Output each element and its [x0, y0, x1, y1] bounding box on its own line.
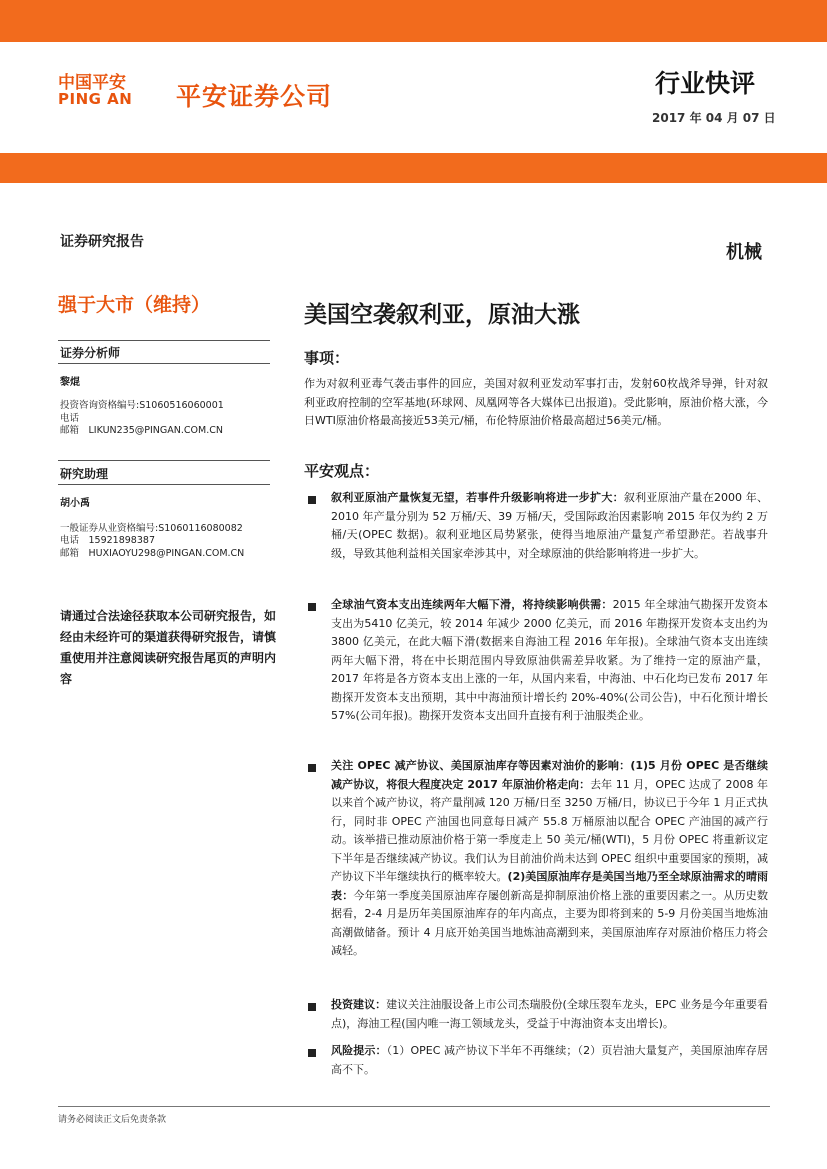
bullet-text: 2015 年全球油气勘探开发资本支出为5410 亿美元，较 2014 年减少 2000 亿美元，而 2016 年勘探开发资本支出约为 3800 亿美元，在此大幅下滑(数据来自海油工程 2016 年年报)。全球油气资本支出连续两年大幅下滑，将在中长期范围内导致原油供需差异收紧。为了维持一定的原油产量，2017 年将是各方资本支出上涨的一年，从国内来看，中海油、中石化均已发布 2017 年勘探开发资本支出预期，其中中海油预计增长约 20%-40%(公司公告)，中石化预计增长 57%(公司年报)。勘探开发资本支出回升直接有利于油服类企业。 [331, 598, 769, 722]
bullet-heading: 投资建议： [331, 998, 387, 1011]
events-text: 作为对叙利亚毒气袭击事件的回应，美国对叙利亚发动军事打击，发射60枚战斧导弹，针对叙利亚政府控制的空军基地(环球网、凤凰网等各大媒体已出报道)。受此影响，原油价格大涨，今日WTI原油价格最高接近53美元/桶，布伦特原油价格最高超过56美元/桶。 [304, 377, 768, 427]
bullet-heading: 全球油气资本支出连续两年大幅下滑，将持续影响供需： [331, 598, 613, 611]
bullet-text: （1）OPEC 减产协议下半年不再继续；（2）页岩油大量复产，美国原油库存居高不下。 [331, 1044, 768, 1076]
analyst-heading: 证券分析师 [60, 346, 121, 360]
divider [58, 484, 270, 485]
bullet-item [331, 489, 768, 563]
bullet-item [331, 996, 768, 1033]
divider [58, 460, 270, 461]
top-orange-bar [0, 0, 827, 42]
analyst-license: 投资咨询资格编号:S1060516060001 [60, 400, 224, 411]
divider [58, 340, 270, 341]
assistant-phone: 电话 15921898387 [60, 535, 155, 546]
logo-english: PING AN [58, 90, 133, 108]
bullet-icon [308, 764, 316, 772]
assistant-name: 胡小禹 [60, 498, 90, 509]
report-date: 2017 年 04 月 07 日 [652, 111, 776, 125]
logo-chinese: 中国平安 [58, 73, 126, 93]
bullet-item [331, 1042, 768, 1079]
bullet-item [331, 596, 768, 726]
bullet-text: 今年第一季度美国原油库存屡创新高是抑制原油价格上涨的重要因素之一。从历史数据看，2-4 月是历年美国原油库存的年内高点，主要为即将到来的 5-9 月份美国当地炼油高潮做储备。预计 4 月底开始美国当地炼油高潮到来，美国原油库存对原油价格压力将会减轻。 [331, 888, 768, 957]
assistant-heading: 研究助理 [60, 467, 109, 481]
bullet-heading: 风险提示： [331, 1044, 387, 1057]
page-title: 美国空袭叙利亚，原油大涨 [304, 302, 580, 328]
bullet-heading: 关注 OPEC 减产协议、美国原油库存等因素对油价的影响：(1)5 月份 OPEC 是否继续减产协议，将很大程度决定 2017 年原油价格走向： [331, 759, 768, 791]
bullet-icon [308, 1049, 316, 1057]
analyst-email[interactable]: 邮箱 LIKUN235@PINGAN.COM.CN [60, 425, 223, 436]
bullet-subheading: (2)美国原油库存是美国当地乃至全球原油需求的晴雨表： [331, 870, 768, 902]
bullet-text: 叙利亚原油产量在2000 年、2010 年产量分别为 52 万桶/天、39 万桶/天，受国际政治因素影响 2015 年仅为约 2 万桶/天(OPEC 数据)。叙利亚地区局势紧张，使得当地原油产量复产希望渺茫。若战事升级，导致其他利益相关国家牵涉其中，对全球原油的供给影响将进一步扩大。 [331, 491, 768, 560]
bullet-item [331, 757, 768, 961]
events-heading: 事项： [304, 349, 350, 367]
assistant-license: 一般证券从业资格编号:S1060116080082 [60, 523, 243, 534]
disclaimer: 请通过合法途径获取本公司研究报告，如经由未经许可的渠道获得研究报告，请慎重使用并注意阅读研究报告尾页的声明内容 [60, 609, 277, 686]
bullet-heading: 叙利亚原油产量恢复无望，若事件升级影响将进一步扩大： [331, 491, 624, 504]
views-heading: 平安观点： [304, 462, 380, 480]
bullet-text: 去年 11 月，OPEC 达成了 2008 年以来首个减产协议，将产量削减 120 万桶/日至 3250 万桶/日，协议已于今年 1 月正式执行，同时非 OPEC 产油国也同意每日减产 55.8 万桶原油以配合 OPEC 产油国的减产行动。该举措已推动原油价格于第一季度走上 50 美元/桶(WTI)，5 月份 OPEC 将重新议定下半年是否继续减产协议。我们认为目前油价尚未达到 OPEC 组织中重要国家的预期，减产协议下半年继续执行的概率较大。 [331, 777, 768, 883]
rating: 强于大市（维持） [58, 294, 211, 316]
document-type: 行业快评 [655, 69, 756, 98]
footer-divider [58, 1106, 770, 1107]
bullet-icon [308, 603, 316, 611]
middle-orange-bar [0, 153, 827, 183]
bullet-text: 建议关注油服设备上市公司杰瑞股份(全球压裂车龙头，EPC 业务是今年重要看点)，海油工程(国内唯一海工领域龙头，受益于中海油资本支出增长)。 [331, 998, 768, 1030]
report-label: 证券研究报告 [60, 234, 144, 250]
divider [58, 363, 270, 364]
bullet-icon [308, 496, 316, 504]
footer-note: 请务必阅读正文后免责条款 [58, 1115, 167, 1125]
analyst-phone: 电话 [60, 413, 80, 424]
analyst-name: 黎焜 [60, 377, 80, 388]
bullet-icon [308, 1003, 316, 1011]
assistant-email[interactable]: 邮箱 HUXIAOYU298@PINGAN.COM.CN [60, 548, 245, 559]
industry-label: 机械 [726, 242, 762, 263]
company-name: 平安证券公司 [176, 82, 333, 111]
